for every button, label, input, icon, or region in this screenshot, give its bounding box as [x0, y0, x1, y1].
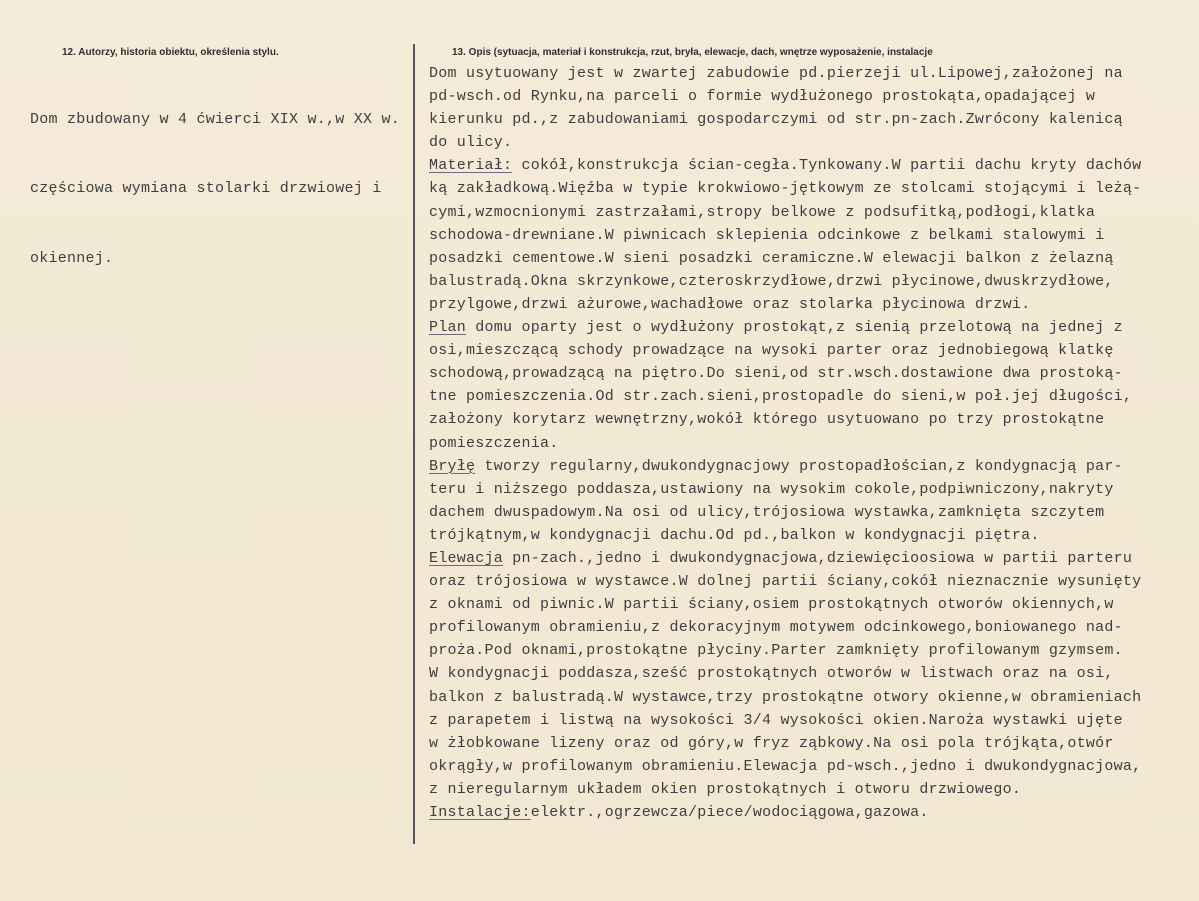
section-13-line [429, 131, 1141, 154]
line-text: przylgowe,drzwi ażurowe,wachadłowe oraz stolarka płycinowa drzwi. [429, 295, 1031, 313]
column-divider [413, 44, 415, 844]
section-13-line [429, 547, 1141, 570]
section-12-line: częściowa wymiana stolarki drzwiowej i [30, 180, 382, 198]
section-13-line [429, 62, 1141, 85]
section-label: Elewacja [429, 549, 504, 567]
section-13-line [429, 778, 1141, 801]
section-13-line [429, 478, 1141, 501]
line-text: pd-wsch.od Rynku,na parceli o formie wydłużonego prostokąta,opadającej w [429, 88, 1096, 106]
section-13-line [429, 154, 1141, 177]
line-text: założony korytarz wewnętrzny,wokół którego usytuowano po trzy prostokątne [429, 411, 1105, 429]
line-text: z oknami od piwnic.W partii ściany,osiem prostokątnych otworów okiennych,w [429, 596, 1114, 614]
line-text: cokół,konstrukcja ścian-cegła.Tynkowany.W partii dachu kryty dachów [512, 157, 1142, 175]
line-text: proża.Pod oknami,prostokątne płyciny.Parter zamknięty profilowanym gzymsem. [429, 642, 1123, 660]
section-13-line [429, 593, 1141, 616]
line-text: balkon z balustradą.W wystawce,trzy prostokątne otwory okienne,w obramieniach [429, 688, 1142, 706]
section-13-line [429, 501, 1141, 524]
section-label: Materiał: [429, 157, 513, 175]
line-text: posadzki cementowe.W sieni posadzki ceramiczne.W elewacji balkon z żelazną [429, 249, 1114, 267]
section-label: Plan [429, 319, 467, 337]
line-text: cymi,wzmocnionymi zastrzałami,stropy belkowe z podsufitką,podłogi,klatka [429, 203, 1096, 221]
line-text: Dom usytuowany jest w zwartej zabudowie pd.pierzeji ul.Lipowej,założonej na [429, 65, 1123, 82]
section-13-line [429, 201, 1141, 224]
section-13-line [429, 432, 1141, 455]
section-13-line [429, 570, 1141, 593]
section-13-line [429, 709, 1141, 732]
line-text: do ulicy. [429, 134, 513, 152]
section-13-line [429, 108, 1141, 131]
line-text: tworzy regularny,dwukondygnacjowy prostopadłościan,z kondygnacją par- [475, 457, 1123, 475]
section-13-line [429, 408, 1141, 431]
section-label: Instalacje: [429, 804, 531, 821]
line-text: balustradą.Okna skrzynkowe,czteroskrzydłowe,drzwi płycinowe,dwuskrzydłowe, [429, 272, 1114, 290]
section-12-line: Dom zbudowany w 4 ćwierci XIX w.,w XX w. [30, 111, 401, 129]
section-13-line [429, 455, 1141, 478]
line-text: pn-zach.,jedno i dwukondygnacjowa,dziewięcioosiowa w partii parteru [503, 549, 1133, 567]
section-label: Bryłę [429, 457, 476, 475]
section-13-line [429, 801, 1141, 824]
section-13-line [429, 755, 1141, 778]
line-text: elektr.,ogrzewcza/piece/wodociągowa,gazowa. [530, 804, 929, 821]
section-13-line [429, 385, 1141, 408]
line-text: W kondygnacji poddasza,sześć prostokątnych otworów w listwach oraz na osi, [429, 665, 1114, 683]
section-13-line [429, 686, 1141, 709]
line-text: schodowa-drewniane.W piwnicach sklepienia odcinkowe z belkami stalowymi i [429, 226, 1105, 244]
section-13-line [429, 662, 1141, 685]
line-text: okrągły,w profilowanym obramieniu.Elewacja pd-wsch.,jedno i dwukondygnacjowa, [429, 757, 1142, 775]
line-text: domu oparty jest o wydłużony prostokąt,z sienią przelotową na jednej z [466, 319, 1123, 337]
line-text: schodową,prowadzącą na piętro.Do sieni,od str.wsch.dostawione dwa prostoką- [429, 365, 1123, 383]
section-13-line [429, 339, 1141, 362]
section-13-header: 13. Opis (sytuacja, materiał i konstrukcja, rzut, bryła, elewacje, dach, wnętrze wyposażenie, instalacje [452, 47, 933, 58]
section-13-line [429, 639, 1141, 662]
section-13-line [429, 293, 1141, 316]
section-12-body [30, 62, 400, 316]
line-text: oraz trójosiowa w wystawce.W dolnej partii ściany,cokół nieznacznie wysunięty [429, 573, 1142, 591]
line-text: z parapetem i listwą na wysokości 3/4 wysokości okien.Naroża wystawki ujęte [429, 711, 1123, 729]
section-13-line [429, 362, 1141, 385]
line-text: dachem dwuspadowym.Na osi od ulicy,trójosiowa wystawka,zamknięta szczytem [429, 503, 1105, 521]
section-12-header: 12. Autorzy, historia obiektu, określenia stylu. [62, 47, 279, 58]
line-text: pomieszczenia. [429, 434, 559, 452]
line-text: z nieregularnym układem okien prostokątnych i otworu drzwiowego. [429, 780, 1022, 798]
line-text: ką zakładkową.Więźba w typie krokwiowo-jętkowym ze stolcami stojącymi i leżą- [429, 180, 1142, 198]
line-text: profilowanym obramieniu,z dekoracyjnym motywem odcinkowego,boniowanego nad- [429, 619, 1123, 637]
section-13-line [429, 247, 1141, 270]
section-13-line [429, 85, 1141, 108]
section-13-line [429, 177, 1141, 200]
line-text: osi,mieszczącą schody prowadzące na wysoki parter oraz jednobiegową klatkę [429, 342, 1114, 360]
line-text: kierunku pd.,z zabudowaniami gospodarczymi od str.pn-zach.Zwrócony kalenicą [429, 111, 1123, 129]
line-text: tne pomieszczenia.Od str.zach.sieni,prostopadle do sieni,w poł.jej długości, [429, 388, 1133, 406]
line-text: teru i niższego poddasza,ustawiony na wysokim cokole,podpiwniczony,nakryty [429, 480, 1114, 498]
section-13-line [429, 224, 1141, 247]
line-text: w żłobkowane lizeny oraz od góry,w fryz ząbkowy.Na osi pola trójkąta,otwór [429, 734, 1114, 752]
line-text: trójkątnym,w kondygnacji dachu.Od pd.,balkon w kondygnacji piętra. [429, 526, 1040, 544]
section-13-body [429, 62, 1141, 824]
section-13-line [429, 616, 1141, 639]
section-13-line [429, 524, 1141, 547]
section-13-line [429, 316, 1141, 339]
section-13-line [429, 270, 1141, 293]
section-12-line: okiennej. [30, 249, 114, 267]
section-13-line [429, 732, 1141, 755]
